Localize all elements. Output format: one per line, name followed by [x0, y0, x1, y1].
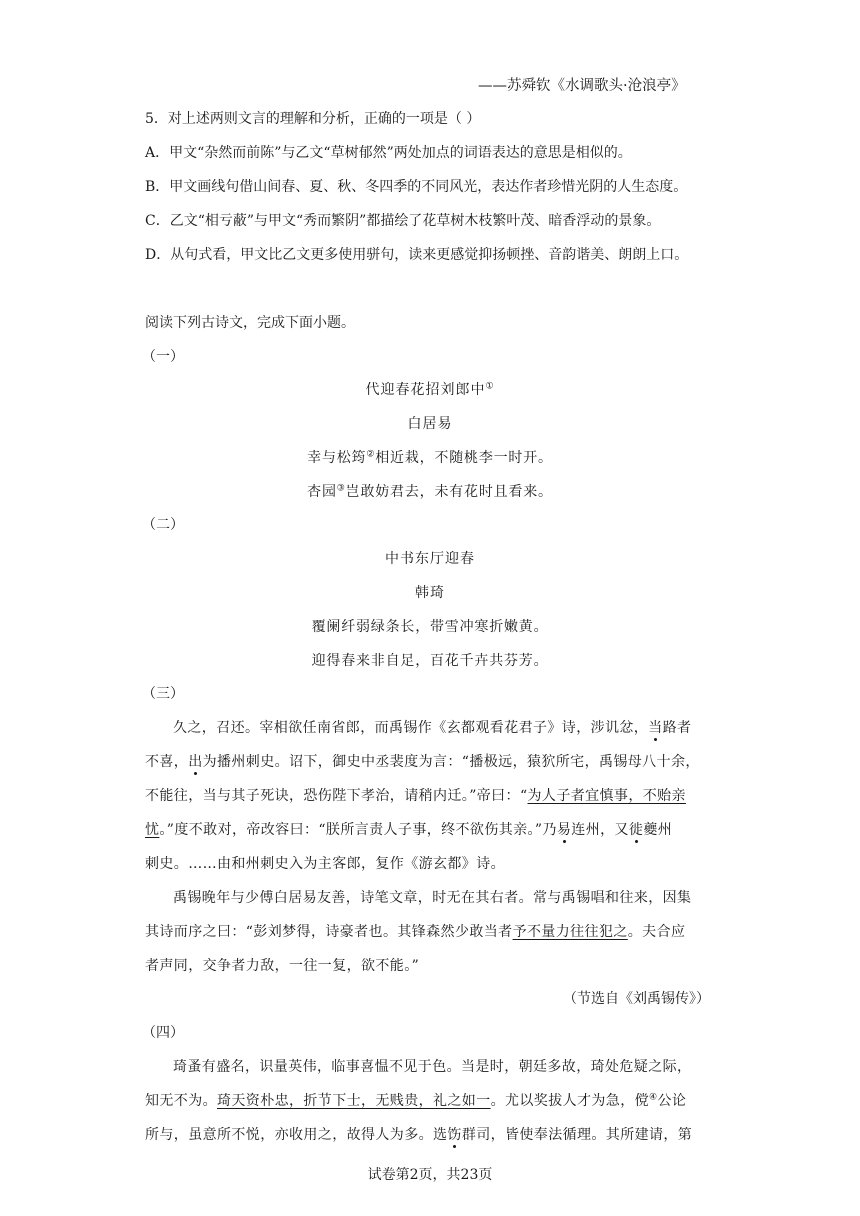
- dotted-word: 当: [648, 720, 663, 736]
- part-3-line-5: 刺史。……由和州刺史入为主客郎，复作《游玄都》诗。: [145, 856, 505, 872]
- dotted-word: 出: [188, 754, 203, 770]
- option-c: C．乙文“相亏蔽”与甲文“秀而繁阴”都描绘了花草树木枝繁叶茂、暗香浮动的景象。: [145, 213, 661, 229]
- part-3-label: （三）: [142, 686, 184, 702]
- part-2-label: （二）: [142, 517, 184, 533]
- part-4-label: （四）: [142, 1025, 184, 1041]
- underlined-sentence: 琦天资朴忠，折节下士，无贱贵，礼之如一: [217, 1093, 491, 1109]
- part-1-label: （一）: [142, 349, 184, 365]
- poem-1-line-1: 幸与松筠②相近栽，不随桃李一时开。: [307, 449, 553, 466]
- part-3-line-1: 久之，召还。宰相欲任南省郎，而禹锡作《玄都观看花君子》诗，涉讥忿，当路者: [173, 720, 692, 736]
- underlined-sentence: 为人子者宜慎事，不贻亲: [527, 788, 686, 804]
- underlined-sentence: 忧: [145, 822, 160, 838]
- source-citation-top: ——苏舜钦《水调歌头·沧浪亭》: [478, 78, 686, 94]
- part-3-line-6: 禹锡晚年与少傅白居易友善，诗笔文章，时无在其右者。常与禹锡唱和往来，因集: [173, 890, 692, 906]
- poem-2-author: 韩琦: [415, 585, 445, 601]
- poem-2-title: 中书东厅迎春: [385, 551, 475, 567]
- part-3-line-3: 不能往，当与其子死诀，恐伤陛下孝治，请稍内迁。”帝曰：“为人子者宜慎事，不贻亲: [145, 788, 686, 804]
- part-4-line-1: 琦蚤有盛名，识量英伟，临事喜愠不见于色。当是时，朝廷多故，琦处危疑之际，: [173, 1059, 692, 1075]
- dotted-word: 徙: [628, 822, 644, 838]
- option-a: A．甲文“杂然而前陈”与乙文“草树郁然”两处加点的词语表达的意思是相似的。: [145, 145, 632, 161]
- dotted-word: 易: [556, 822, 572, 838]
- part-3-line-2: 不喜，出为播州刺史。诏下，御史中丞裴度为言：“播极远，猿狖所宅，禹锡母八十余，: [145, 754, 700, 770]
- underlined-sentence: 予不量力往往犯之: [512, 924, 628, 940]
- part-3-source: （节选自《刘禹锡传》）: [563, 991, 710, 1007]
- part-4-line-3: 所与，虽意所不悦，亦收用之，故得人为多。选饬群司，皆使奉法循理。其所建请，第: [145, 1127, 693, 1143]
- part-3-line-4: 忧。”度不敢对，帝改容曰：“朕所言责人子事，终不欲伤其亲。”乃易连州，又徙夔州: [145, 822, 673, 838]
- page-footer: 试卷第2页，共23页: [367, 1167, 493, 1183]
- poem-2-line-1: 覆阑纤弱绿条长，带雪冲寒折嫩黄。: [311, 619, 549, 635]
- part-4-line-2: 知无不为。琦天资朴忠，折节下士，无贱贵，礼之如一。尤以奖拔人才为急，傥④公论: [145, 1092, 687, 1109]
- question-5-stem: 5．对上述两则文言的理解和分析，正确的一项是（ ）: [145, 111, 481, 127]
- poem-1-title: 代迎春花招刘郎中①: [365, 381, 495, 398]
- part-3-line-7: 其诗而序之曰：“彭刘梦得，诗豪者也。其锋森然少敢当者予不量力往往犯之。夫合应: [145, 924, 686, 940]
- option-b: B．甲文画线句借山间春、夏、秋、冬四季的不同风光，表达作者珍惜光阴的人生态度。: [145, 179, 688, 195]
- part-3-line-8: 者声同，交争者力敌，一往一复，欲不能。”: [145, 958, 420, 974]
- dotted-word: 饬: [447, 1127, 462, 1143]
- poem-2-line-2: 迎得春来非自足，百花千卉共芬芳。: [311, 653, 549, 669]
- reading-instruction: 阅读下列古诗文，完成下面小题。: [145, 315, 355, 331]
- poem-1-author: 白居易: [407, 416, 453, 432]
- option-d: D．从句式看，甲文比乙文更多使用骈句，读来更感觉抑扬顿挫、音韵谐美、朗朗上口。: [145, 247, 689, 263]
- poem-1-line-2: 杏园③岂敢妨君去，未有花时且看来。: [307, 483, 553, 500]
